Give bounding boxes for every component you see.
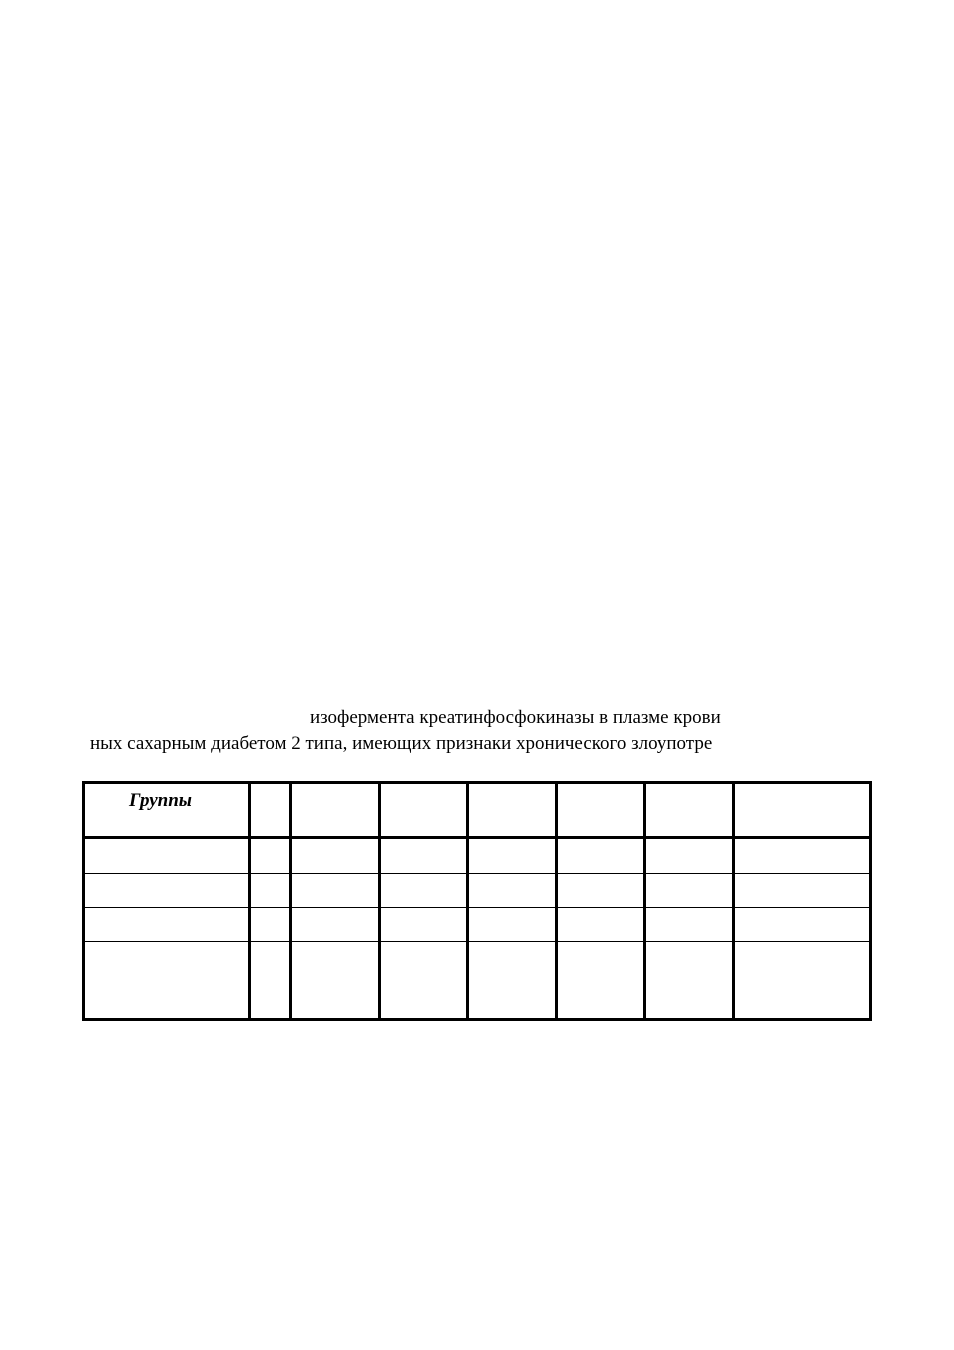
table-cell (291, 838, 380, 873)
data-table (82, 781, 872, 1021)
table-cell (250, 942, 291, 1020)
table-row (84, 838, 871, 873)
table-cell (557, 942, 645, 1020)
table-cell (468, 942, 557, 1020)
table-cell (380, 908, 468, 942)
table-cell (380, 873, 468, 907)
table-cell (645, 873, 734, 907)
header-cell-groups (84, 783, 250, 838)
table-cell (291, 942, 380, 1020)
table-header-row (84, 783, 871, 838)
table-cell (250, 908, 291, 942)
table-cell (734, 838, 871, 873)
table-cell (557, 908, 645, 942)
header-cell (557, 783, 645, 838)
header-cell (468, 783, 557, 838)
table-row (84, 942, 871, 1020)
header-cell (380, 783, 468, 838)
table-cell (84, 942, 250, 1020)
table-cell (645, 942, 734, 1020)
header-cell (291, 783, 380, 838)
header-cell (250, 783, 291, 838)
table-cell (557, 838, 645, 873)
table-cell (380, 942, 468, 1020)
table-row (84, 873, 871, 907)
table-cell (468, 873, 557, 907)
table-cell (557, 873, 645, 907)
header-cell (734, 783, 871, 838)
table-caption-line-2: ных сахарным диабетом 2 типа, имеющих признаки хронического злоупотре (90, 733, 713, 754)
table-cell (250, 873, 291, 907)
table-cell (734, 873, 871, 907)
table-cell (734, 942, 871, 1020)
table-cell (380, 838, 468, 873)
table-cell (84, 838, 250, 873)
table-caption-line-1: изофермента креатинфосфокиназы в плазме крови (310, 707, 721, 728)
table-cell (291, 873, 380, 907)
header-groups-label: Группы (129, 790, 192, 811)
table-row (84, 908, 871, 942)
table-cell (645, 838, 734, 873)
table-cell (468, 838, 557, 873)
header-cell (645, 783, 734, 838)
table-cell (734, 908, 871, 942)
table-cell (84, 873, 250, 907)
table-cell (645, 908, 734, 942)
table-cell (250, 838, 291, 873)
table-cell (291, 908, 380, 942)
table-cell (84, 908, 250, 942)
table-cell (468, 908, 557, 942)
